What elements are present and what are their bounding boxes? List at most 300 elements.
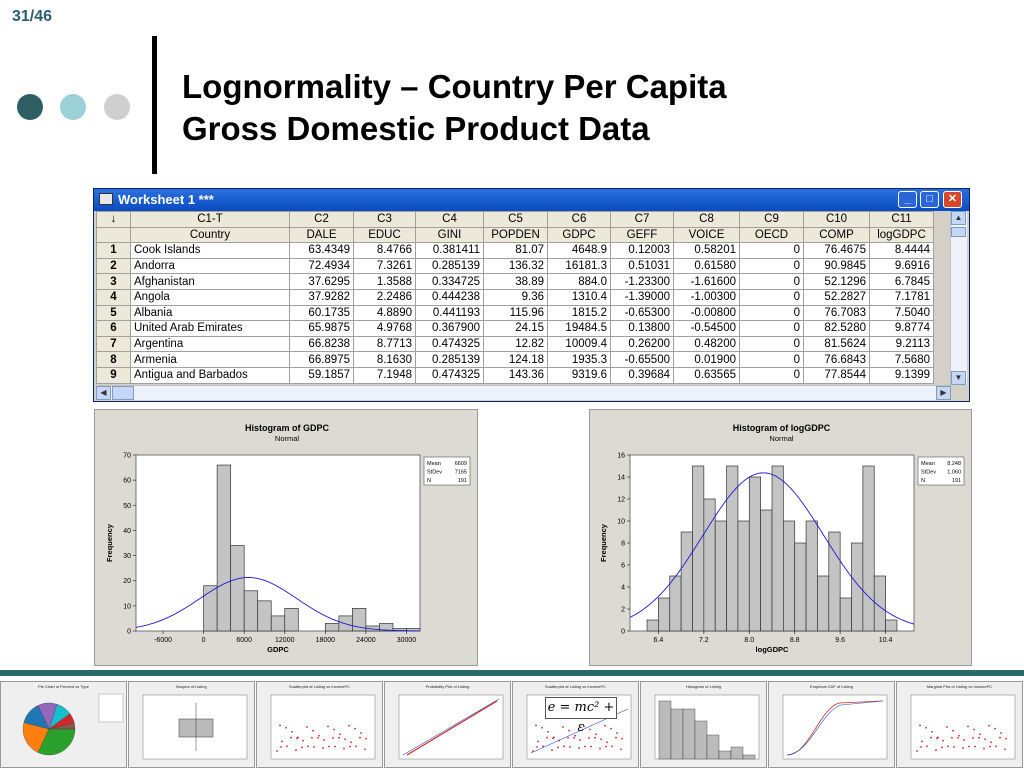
stats-label: Mean [427, 461, 441, 467]
table-cell[interactable]: 6.7845 [870, 274, 934, 290]
scatter-point [359, 737, 361, 739]
scatter-point [606, 741, 608, 743]
table-row [97, 305, 934, 321]
scatter-point [605, 746, 607, 748]
maximize-button[interactable]: □ [920, 191, 939, 208]
y-tick-label: 10 [123, 603, 131, 611]
scatter-point [334, 746, 336, 748]
thumbnail-graph [768, 681, 895, 768]
column-header-c9[interactable]: C9 [740, 212, 804, 228]
page-number: 31/46 [12, 8, 53, 25]
horizontal-scrollbar[interactable] [96, 385, 951, 400]
table-cell[interactable]: 8.1630 [354, 352, 416, 368]
scatter-point [999, 737, 1001, 739]
histogram-bar [204, 586, 218, 631]
scatter-point [916, 750, 918, 752]
table-cell[interactable]: 52.1296 [804, 274, 870, 290]
table-cell[interactable]: 90.9845 [804, 258, 870, 274]
column-header-c6[interactable]: C6 [548, 212, 611, 228]
table-cell[interactable]: 0.13800 [611, 321, 674, 337]
scatter-point [589, 729, 591, 731]
table-row [97, 352, 934, 368]
table-cell[interactable]: 7.1948 [354, 367, 416, 383]
scatter-point [280, 746, 282, 748]
column-name-cell[interactable]: VOICE [674, 227, 740, 243]
plot-area [136, 455, 420, 631]
table-cell[interactable]: 0 [740, 336, 804, 352]
scatter-point [935, 749, 937, 751]
minimize-button[interactable]: _ [898, 191, 917, 208]
scatter-point [974, 746, 976, 748]
scatter-point [348, 725, 350, 727]
scatter-point [344, 738, 346, 740]
thumbnail-graph [640, 681, 767, 768]
scroll-down-arrow-icon[interactable]: ▼ [951, 371, 966, 385]
scatter-point [584, 746, 586, 748]
table-cell[interactable]: 72.4934 [290, 258, 354, 274]
scatter-point [588, 737, 590, 739]
table-cell[interactable]: United Arab Emirates [131, 321, 290, 337]
table-cell[interactable]: 7.3261 [354, 258, 416, 274]
close-button[interactable]: ✕ [943, 191, 962, 208]
table-cell[interactable]: 0.444238 [416, 289, 484, 305]
scatter-point [567, 737, 569, 739]
scroll-up-arrow-icon[interactable]: ▲ [951, 211, 966, 225]
scatter-point [312, 730, 314, 732]
row-number[interactable]: 8 [97, 352, 131, 368]
table-cell[interactable]: 60.1735 [290, 305, 354, 321]
table-cell[interactable]: 76.6843 [804, 352, 870, 368]
scatter-point [536, 746, 538, 748]
column-name-cell[interactable]: EDUC [354, 227, 416, 243]
table-cell[interactable]: 0.12003 [611, 243, 674, 259]
thumbnail-title: Histogram of Listing [685, 684, 722, 689]
table-cell[interactable]: 9.1399 [870, 367, 934, 383]
histogram-bar [840, 598, 851, 631]
table-cell[interactable]: 0.441193 [416, 305, 484, 321]
corner-cell[interactable]: ↓ [97, 212, 131, 228]
scatter-point [1004, 748, 1006, 750]
scatter-point [953, 746, 955, 748]
column-header-c11[interactable]: C11 [870, 212, 934, 228]
histogram-bar [217, 465, 231, 631]
table-cell[interactable]: 0 [740, 305, 804, 321]
scatter-point [574, 735, 576, 737]
scatter-point [364, 748, 366, 750]
table-cell[interactable]: 124.18 [484, 352, 548, 368]
table-cell[interactable]: 9.2113 [870, 336, 934, 352]
table-cell[interactable]: Cook Islands [131, 243, 290, 259]
table-cell[interactable]: 2.2486 [354, 289, 416, 305]
histogram-loggdpc-chart [590, 410, 973, 667]
table-cell[interactable]: 1.3588 [354, 274, 416, 290]
scatter-point [994, 728, 996, 730]
x-tick-label: 24000 [356, 637, 376, 644]
row-number[interactable]: 4 [97, 289, 131, 305]
table-cell[interactable]: Angola [131, 289, 290, 305]
footer-bar [0, 670, 1024, 676]
scatter-point [547, 731, 549, 733]
slide-title-line1: Lognormality – Country Per Capita [182, 68, 727, 105]
decor-dot-1 [17, 94, 43, 120]
scatter-point [360, 732, 362, 734]
table-cell[interactable]: 66.8238 [290, 336, 354, 352]
table-cell[interactable]: -0.65500 [611, 352, 674, 368]
scatter-point [989, 746, 991, 748]
table-cell[interactable]: 0 [740, 289, 804, 305]
table-cell[interactable]: 0.58201 [674, 243, 740, 259]
scatter-point [952, 730, 954, 732]
column-header-c1-t[interactable]: C1-T [131, 212, 290, 228]
column-name-cell[interactable]: GINI [416, 227, 484, 243]
histogram-gdpc-chart [95, 410, 479, 667]
histogram-bar [231, 546, 245, 631]
table-cell[interactable]: 0.334725 [416, 274, 484, 290]
column-name-cell[interactable]: Country [131, 227, 290, 243]
histogram-bar [749, 477, 760, 631]
histogram-bar [783, 521, 794, 631]
table-cell[interactable]: -1.00300 [674, 289, 740, 305]
scatter-point [615, 737, 617, 739]
table-cell[interactable]: 0 [740, 258, 804, 274]
column-name-cell[interactable]: OECD [740, 227, 804, 243]
chart-title: Histogram of logGDPC [732, 423, 831, 433]
table-cell[interactable]: 0.367900 [416, 321, 484, 337]
decor-dot-2 [60, 94, 86, 120]
scroll-right-arrow-icon[interactable]: ▶ [936, 386, 951, 400]
x-tick-label: 9.6 [835, 637, 846, 644]
table-cell[interactable]: 0.381411 [416, 243, 484, 259]
table-cell[interactable]: 63.4349 [290, 243, 354, 259]
row-number[interactable]: 6 [97, 321, 131, 337]
table-cell[interactable]: 37.6295 [290, 274, 354, 290]
scatter-point [307, 745, 309, 747]
y-tick-label: 0 [621, 628, 625, 636]
table-cell[interactable]: Argentina [131, 336, 290, 352]
y-tick-label: 60 [123, 477, 131, 485]
x-axis-label: GDPC [267, 645, 289, 654]
table-row [97, 243, 934, 259]
scatter-point [537, 741, 539, 743]
stats-value: 191 [951, 478, 961, 484]
scatter-point [958, 735, 960, 737]
scroll-thumb[interactable] [951, 227, 966, 237]
table-cell[interactable]: 24.15 [484, 321, 548, 337]
table-cell[interactable]: 76.4675 [804, 243, 870, 259]
histogram-bar [659, 701, 671, 759]
table-cell[interactable]: 12.82 [484, 336, 548, 352]
scatter-point [921, 741, 923, 743]
thumbnail-title: Pie Chart of Percent vs Type [38, 684, 89, 689]
thumbnail-plot [641, 689, 766, 768]
scatter-point [578, 747, 580, 749]
table-cell[interactable]: 9319.6 [548, 367, 611, 383]
row-number[interactable]: 2 [97, 258, 131, 274]
scatter-point [599, 748, 601, 750]
stats-value: 191 [457, 478, 467, 484]
scatter-point [942, 740, 944, 742]
stats-value: 7165 [454, 469, 467, 476]
table-cell[interactable]: 1815.2 [548, 305, 611, 321]
y-tick-label: 30 [123, 553, 131, 561]
table-cell[interactable]: 115.96 [484, 305, 548, 321]
chart-subtitle: Normal [769, 434, 794, 443]
table-cell[interactable]: 0.474325 [416, 336, 484, 352]
table-cell[interactable]: 0.285139 [416, 352, 484, 368]
scatter-point [313, 746, 315, 748]
chart-title: Histogram of GDPC [244, 423, 330, 433]
scatter-point [563, 745, 565, 747]
y-axis-label: Frequency [599, 524, 608, 562]
scatter-point [967, 725, 969, 727]
table-cell[interactable]: 9.8774 [870, 321, 934, 337]
scatter-point [306, 726, 308, 728]
row-number[interactable]: 3 [97, 274, 131, 290]
table-cell[interactable]: Albania [131, 305, 290, 321]
slide-title-line2: Gross Domestic Product Data [182, 110, 650, 147]
scatter-point [925, 727, 927, 729]
scatter-point [919, 724, 921, 726]
scatter-point [957, 737, 959, 739]
histogram-bar [743, 755, 755, 759]
column-name-cell[interactable]: POPDEN [484, 227, 548, 243]
histogram-bar [727, 466, 738, 631]
table-cell[interactable]: 8.4444 [870, 243, 934, 259]
scatter-point [595, 733, 597, 735]
thumbnail-title: Scatterplot of Listing vs IncomePC [288, 684, 351, 689]
column-header-c7[interactable]: C7 [611, 212, 674, 228]
scatter-point [551, 749, 553, 751]
column-name-cell[interactable]: logGDPC [870, 227, 934, 243]
scatter-point [546, 737, 548, 739]
histogram-bar [715, 521, 726, 631]
table-cell[interactable]: 0 [740, 243, 804, 259]
table-cell[interactable]: 1310.4 [548, 289, 611, 305]
table-cell[interactable]: 82.5280 [804, 321, 870, 337]
row-number[interactable]: 1 [97, 243, 131, 259]
table-cell[interactable]: 7.5040 [870, 305, 934, 321]
table-row [97, 336, 934, 352]
histogram-bar [670, 576, 681, 631]
column-header-c4[interactable]: C4 [416, 212, 484, 228]
y-tick-label: 6 [621, 562, 625, 570]
table-cell[interactable]: -1.39000 [611, 289, 674, 305]
column-name-cell[interactable]: GEFF [611, 227, 674, 243]
scatter-point [984, 738, 986, 740]
hscroll-thumb[interactable] [112, 386, 134, 400]
scatter-point [604, 725, 606, 727]
table-cell[interactable]: 0.285139 [416, 258, 484, 274]
column-name-cell[interactable]: DALE [290, 227, 354, 243]
scroll-left-arrow-icon[interactable]: ◀ [96, 386, 111, 400]
scatter-point [323, 739, 325, 741]
histogram-bar [271, 616, 285, 631]
table-cell[interactable]: -1.23300 [611, 274, 674, 290]
scatter-point [995, 746, 997, 748]
table-cell[interactable]: 0 [740, 352, 804, 368]
stats-label: N [921, 478, 925, 484]
scatter-point [600, 738, 602, 740]
vertical-scrollbar[interactable] [950, 211, 967, 385]
table-row [97, 367, 934, 383]
histogram-bar [244, 591, 258, 631]
table-cell[interactable]: 8.4766 [354, 243, 416, 259]
table-cell[interactable]: 884.0 [548, 274, 611, 290]
scatter-point [562, 726, 564, 728]
scatter-point [322, 747, 324, 749]
table-row [97, 321, 934, 337]
table-cell[interactable]: Afghanistan [131, 274, 290, 290]
column-header-c10[interactable]: C10 [804, 212, 870, 228]
equation-box: e = mc² + ε [545, 697, 617, 719]
scatter-point [931, 731, 933, 733]
table-cell[interactable]: 143.36 [484, 367, 548, 383]
scatter-point [290, 737, 292, 739]
scatter-point [328, 746, 330, 748]
scatter-point [317, 737, 319, 739]
scatter-point [610, 728, 612, 730]
y-tick-label: 4 [621, 584, 625, 592]
table-cell[interactable]: 4.8890 [354, 305, 416, 321]
scatter-point [968, 746, 970, 748]
column-header-c8[interactable]: C8 [674, 212, 740, 228]
table-cell[interactable]: 0.63565 [674, 367, 740, 383]
table-cell[interactable]: 19484.5 [548, 321, 611, 337]
table-cell[interactable]: 7.1781 [870, 289, 934, 305]
scatter-point [535, 724, 537, 726]
table-row [97, 289, 934, 305]
table-cell[interactable]: 136.32 [484, 258, 548, 274]
table-cell[interactable]: 0.26200 [611, 336, 674, 352]
table-cell[interactable]: 8.7713 [354, 336, 416, 352]
table-cell[interactable]: 0.51031 [611, 258, 674, 274]
table-cell[interactable]: -0.54500 [674, 321, 740, 337]
table-cell[interactable]: -1.61600 [674, 274, 740, 290]
scatter-point [339, 733, 341, 735]
scatter-point [988, 725, 990, 727]
scatter-point [295, 749, 297, 751]
row-number[interactable]: 7 [97, 336, 131, 352]
x-tick-label: 6000 [236, 637, 252, 644]
column-name-cell[interactable]: COMP [804, 227, 870, 243]
column-header-c5[interactable]: C5 [484, 212, 548, 228]
worksheet-titlebar[interactable] [94, 189, 969, 211]
worksheet-window [93, 188, 970, 402]
y-tick-label: 2 [621, 606, 625, 614]
table-cell[interactable]: 0.01900 [674, 352, 740, 368]
y-tick-label: 50 [123, 502, 131, 510]
table-cell[interactable]: Andorra [131, 258, 290, 274]
x-tick-label: 6.4 [653, 637, 664, 644]
scatter-point [285, 727, 287, 729]
table-cell[interactable]: 77.8544 [804, 367, 870, 383]
table-cell[interactable]: 16181.3 [548, 258, 611, 274]
table-cell[interactable]: -0.00800 [674, 305, 740, 321]
row-number[interactable]: 5 [97, 305, 131, 321]
x-tick-label: 8.8 [789, 637, 800, 644]
column-header-c3[interactable]: C3 [354, 212, 416, 228]
scatter-point [920, 746, 922, 748]
table-cell[interactable]: 9.6916 [870, 258, 934, 274]
table-cell[interactable]: 0.61580 [674, 258, 740, 274]
table-cell[interactable]: 0.39684 [611, 367, 674, 383]
table-cell[interactable]: Antigua and Barbados [131, 367, 290, 383]
y-tick-label: 14 [617, 474, 625, 482]
scatter-point [1000, 732, 1002, 734]
scatter-point [616, 732, 618, 734]
histogram-bar [683, 709, 695, 759]
table-cell[interactable]: 81.07 [484, 243, 548, 259]
thumbnail-plot-area [271, 695, 375, 759]
table-cell[interactable]: 76.7083 [804, 305, 870, 321]
table-cell[interactable]: Armenia [131, 352, 290, 368]
table-cell[interactable]: -0.65300 [611, 305, 674, 321]
table-cell[interactable]: 10009.4 [548, 336, 611, 352]
column-name-cell[interactable]: GDPC [548, 227, 611, 243]
table-cell[interactable]: 65.9875 [290, 321, 354, 337]
scatter-point [350, 741, 352, 743]
table-cell[interactable]: 1935.3 [548, 352, 611, 368]
scatter-point [291, 731, 293, 733]
scatter-point [276, 750, 278, 752]
scatter-point [343, 748, 345, 750]
table-cell[interactable]: 9.36 [484, 289, 548, 305]
scatter-point [301, 747, 303, 749]
histogram-bar [761, 510, 772, 631]
title-divider [152, 36, 157, 174]
histogram-bar [731, 747, 743, 759]
stats-value: 8.248 [947, 461, 961, 467]
decor-dot-3 [104, 94, 130, 120]
y-tick-label: 8 [621, 540, 625, 548]
thumbnail-plot [257, 689, 382, 768]
table-cell[interactable]: 4648.9 [548, 243, 611, 259]
histogram-bar [681, 532, 692, 631]
table-cell[interactable]: 0 [740, 321, 804, 337]
table-cell[interactable]: 59.1857 [290, 367, 354, 383]
column-header-c2[interactable]: C2 [290, 212, 354, 228]
table-cell[interactable]: 0 [740, 367, 804, 383]
thumbnail-graph [256, 681, 383, 768]
table-cell[interactable]: 0 [740, 274, 804, 290]
table-cell[interactable]: 0.474325 [416, 367, 484, 383]
thumbnail-title: Marginal Plot of Listing vs IncomePC [926, 684, 993, 689]
table-cell[interactable]: 66.8975 [290, 352, 354, 368]
scatter-point [354, 728, 356, 730]
table-cell[interactable]: 7.5680 [870, 352, 934, 368]
table-cell[interactable]: 38.89 [484, 274, 548, 290]
table-cell[interactable]: 37.9282 [290, 289, 354, 305]
thumbnail-title: Boxplot of Listing [176, 684, 207, 689]
table-cell[interactable]: 0.48200 [674, 336, 740, 352]
table-cell[interactable]: 4.9768 [354, 321, 416, 337]
x-tick-label: 12000 [275, 637, 295, 644]
row-number[interactable]: 9 [97, 367, 131, 383]
scatter-point [926, 745, 928, 747]
scatter-point [620, 748, 622, 750]
x-tick-label: 7.2 [698, 637, 709, 644]
thumbnail-graph [896, 681, 1023, 768]
table-cell[interactable]: 81.5624 [804, 336, 870, 352]
scatter-point [947, 745, 949, 747]
histogram-bar [658, 598, 669, 631]
scatter-point [557, 747, 559, 749]
y-tick-label: 70 [123, 452, 131, 460]
thumbnail-plot [897, 689, 1022, 768]
stats-label: StDev [921, 469, 936, 476]
table-cell[interactable]: 52.2827 [804, 289, 870, 305]
histogram-bar [325, 623, 339, 631]
